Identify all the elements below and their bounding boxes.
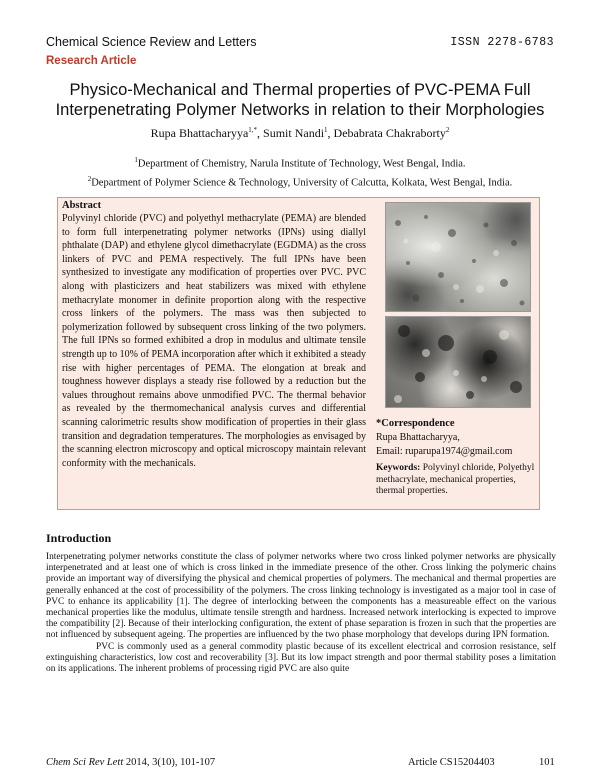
author-list: [0, 126, 600, 141]
page-number: 101: [539, 757, 555, 768]
author-sup: 1,*: [248, 126, 258, 134]
article-type: Research Article: [46, 55, 137, 67]
introduction-paragraph: Interpenetrating polymer networks constitute the class of polymer networks where two cross linked polymer networks are physically interpenetrated and at least one of which is cross linked in the immediate presence of the other. Cross linking the polymeric chains provide an important way of diversifying the physical and chemical properties of polymers. The mechanical and thermal properties are generally enhanced at the cost of processibility of the polymers. The cross linking technology is investigated as a major tool in case of PVC to enhance its applicability [1]. The degree of interlocking between the components has a measureable effect on the various mechanical properties like the modulus, ultimate tensile strength and hardness. Increased network interlocking is expected to improve the compatibility [2]. Because of their interlocking configuration, the extent of phase separation is frozen in such that the properties are not influenced by subsequent ageing. The properties are influenced by the two phase morphology that develops during IPN formation.: [46, 552, 556, 641]
footer-citation: [46, 757, 215, 768]
issn: ISSN 2278-6783: [450, 36, 554, 49]
affiliation-2: [0, 172, 600, 191]
affiliation-sup: 1: [134, 156, 138, 164]
correspondence-email[interactable]: Email: ruparupa1974@gmail.com: [376, 446, 513, 457]
author-sep: ,: [257, 126, 264, 140]
author-name: Sumit Nandi: [263, 126, 325, 140]
keywords-label: Keywords:: [376, 463, 421, 473]
introduction-paragraph: PVC is commonly used as a general commodity plastic because of its excellent electrical and corrosion resistance, self extinguishing characteristics, low cost and recoverability [3]. But its low impact strength and poor thermal stability poses a limitation on its applications. The inherent problems of processing rigid PVC are also quite: [46, 641, 556, 675]
affiliation-text: Department of Polymer Science & Technology, University of Calcutta, Kolkata, West Bengal, India.: [91, 177, 513, 188]
micrograph-texture: [386, 203, 531, 312]
author-sup: 1: [324, 126, 328, 134]
footer-citation-details: 2014, 3(10), 101-107: [125, 757, 216, 768]
keywords-text: Polyvinyl chloride, Polyethyl methacrylate, mechanical properties, thermal properties.: [376, 463, 535, 496]
affiliation-sup: 2: [87, 174, 92, 183]
introduction-body: [46, 552, 556, 675]
paper-title: Physico-Mechanical and Thermal properties of PVC-PEMA Full Interpenetrating Polymer Networks in relation to their Morphologies: [55, 81, 545, 119]
correspondence-name: Rupa Bhattacharyya,: [376, 432, 460, 443]
journal-name: Chemical Science Review and Letters: [46, 35, 257, 49]
optical-micrograph-bottom: [385, 316, 531, 408]
correspondence-heading: *Correspondence: [376, 418, 455, 429]
affiliation-text: Department of Chemistry, Narula Institute of Technology, West Bengal, India.: [137, 158, 466, 170]
micrograph-texture: [386, 317, 531, 408]
author-name: Rupa Bhattacharyya: [150, 126, 249, 140]
sem-micrograph-top: [385, 202, 531, 312]
abstract-heading: Abstract: [62, 200, 102, 211]
affiliations: [0, 153, 600, 190]
keywords: [376, 463, 536, 498]
author-sep: ,: [327, 126, 334, 140]
abstract-text: Polyvinyl chloride (PVC) and polyethyl methacrylate (PEMA) are blended to form full interpenetrating polymer networks (IPNs) using diallyl phthalate (DAP) and ethylene glycol dimethacrylate (EGDMA) as the cross linkers of PVC and PEMA respectively. The full IPNs have been synthesized to investigate any modification of properties over PVC. PVC along with plasticizers and heat stabilizers was mixed with ethylene methacrylate monomer in definite proportion along with the respective cross linkers of the polymers. The mass was then subjected to polymerization followed by subsequent cross linking of the two polymers. The full IPNs so formed exhibited a drop in modulus and ultimate tensile strength up to 10% of PEMA incorporation after which it exhibited a steady rise with higher percentages of PEMA. The elongation at break and toughness however displays a steady rise followed by a reduction but the values throughout remains above unmodified PVC. The thermal behavior as revealed by the thermomechanical analysis curves and differential scanning calorimetric results show modification of properties in their glass transition and degradation temperatures. The morphologies as envisaged by the scanning electron microscopy and optical microscopy maintain relevant conformity with the mechanicals.: [62, 213, 366, 469]
introduction-heading: Introduction: [46, 531, 112, 545]
footer-article-id: Article CS15204403: [408, 757, 495, 768]
affiliation-1: [0, 153, 600, 172]
author-sup: 2: [445, 126, 450, 134]
author-name: Debabrata Chakraborty: [333, 126, 446, 140]
footer-journal-abbrev: Chem Sci Rev Lett: [46, 757, 124, 768]
